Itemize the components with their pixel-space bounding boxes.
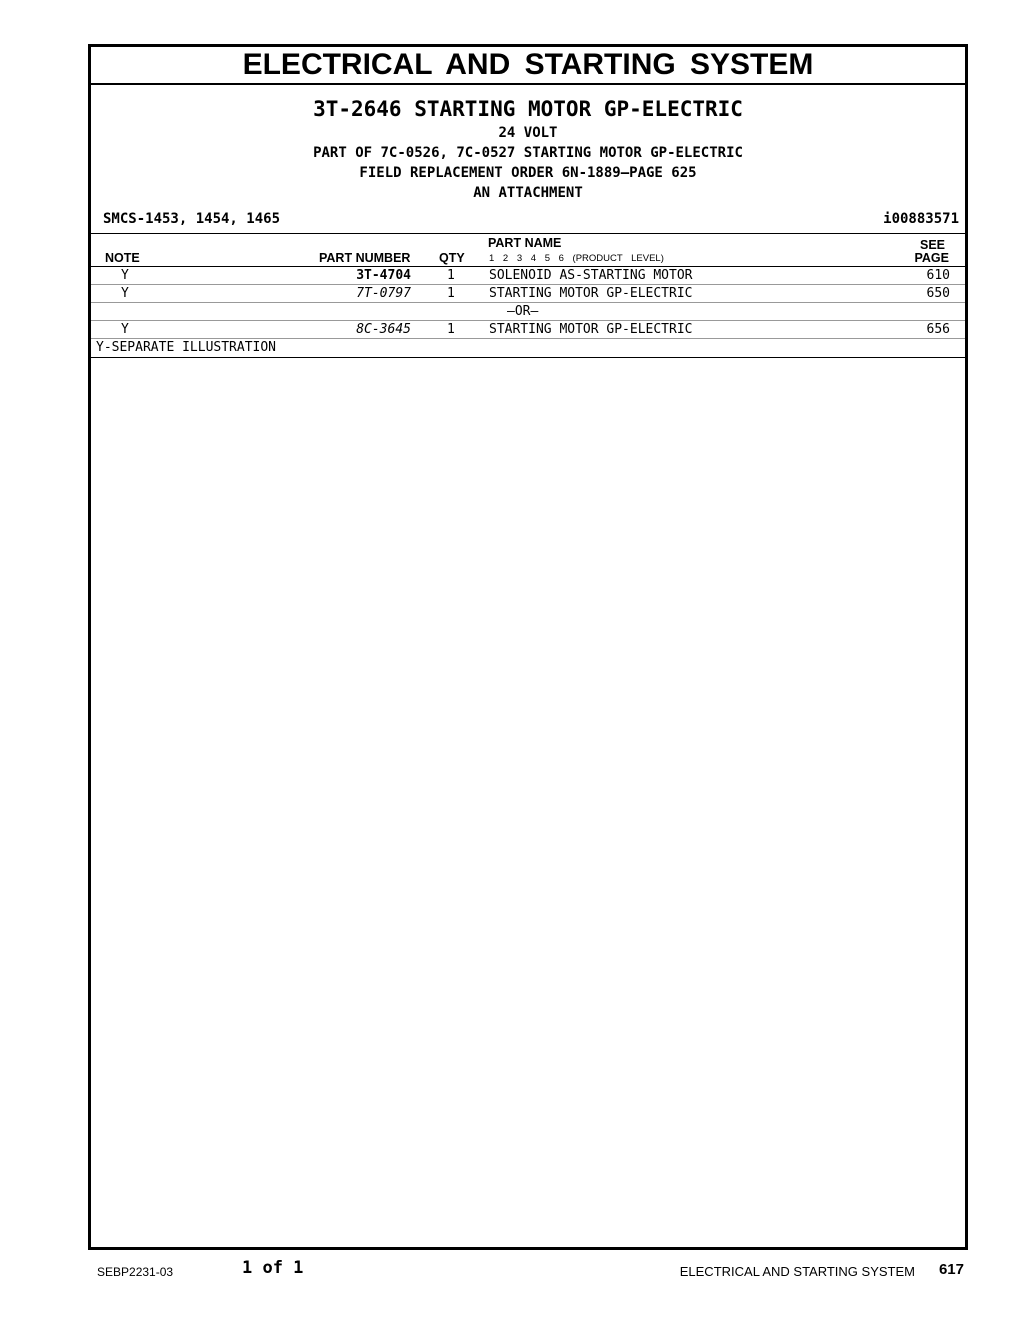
page-number: 617 xyxy=(938,1261,964,1278)
smcs-row xyxy=(91,209,965,234)
footer-section-name: ELECTRICAL AND STARTING SYSTEM xyxy=(679,1264,915,1279)
qty-header: QTY xyxy=(439,251,465,265)
illustration-id: i00883571 xyxy=(883,211,959,227)
field-replacement-line: FIELD REPLACEMENT ORDER 6N-1889—PAGE 625 xyxy=(359,165,697,181)
part-name-cell: SOLENOID AS-STARTING MOTOR xyxy=(489,268,693,283)
page-header: PAGE xyxy=(914,251,949,265)
qty-cell: 1 xyxy=(447,268,455,283)
qty-cell: 1 xyxy=(447,286,455,301)
see-header: SEE xyxy=(919,238,945,252)
group-header xyxy=(91,95,965,203)
part-of-line: PART OF 7C-0526, 7C-0527 STARTING MOTOR GP-ELECTRIC xyxy=(313,145,743,161)
document-id: SEBP2231-03 xyxy=(97,1265,174,1279)
parts-page-frame xyxy=(88,44,968,1250)
see-page-cell: 610 xyxy=(926,268,950,283)
attachment-line: AN ATTACHMENT xyxy=(473,185,583,201)
part-number-cell: 7T-0797 xyxy=(356,286,411,301)
or-separator: —OR— xyxy=(507,304,539,319)
page-of-count: 1 of 1 xyxy=(242,1258,304,1278)
table-row xyxy=(91,285,965,303)
see-page-cell: 650 xyxy=(926,286,950,301)
note-header: NOTE xyxy=(105,251,140,265)
table-header xyxy=(91,234,965,267)
group-title: 3T-2646 STARTING MOTOR GP-ELECTRIC xyxy=(313,97,743,121)
part-number-header: PART NUMBER xyxy=(319,251,411,265)
product-level-header: 1 2 3 4 5 6 (PRODUCT LEVEL) xyxy=(489,253,664,264)
section-title: ELECTRICAL AND STARTING SYSTEM xyxy=(91,47,965,85)
qty-cell: 1 xyxy=(447,322,455,337)
or-separator-row xyxy=(91,303,965,321)
page-footer xyxy=(0,1258,1020,1282)
part-number-cell: 8C-3645 xyxy=(356,322,411,337)
table-row xyxy=(91,267,965,285)
see-page-cell: 656 xyxy=(926,322,950,337)
note-cell: Y xyxy=(121,322,129,337)
part-name-cell: STARTING MOTOR GP-ELECTRIC xyxy=(489,322,693,337)
part-number-cell: 3T-4704 xyxy=(356,268,411,283)
table-footnote: Y-SEPARATE ILLUSTRATION xyxy=(91,339,965,358)
note-cell: Y xyxy=(121,286,129,301)
part-name-header: PART NAME xyxy=(488,236,562,250)
note-cell: Y xyxy=(121,268,129,283)
part-name-cell: STARTING MOTOR GP-ELECTRIC xyxy=(489,286,693,301)
voltage-line: 24 VOLT xyxy=(498,125,558,141)
smcs-codes: SMCS-1453, 1454, 1465 xyxy=(103,211,281,227)
table-row xyxy=(91,321,965,339)
